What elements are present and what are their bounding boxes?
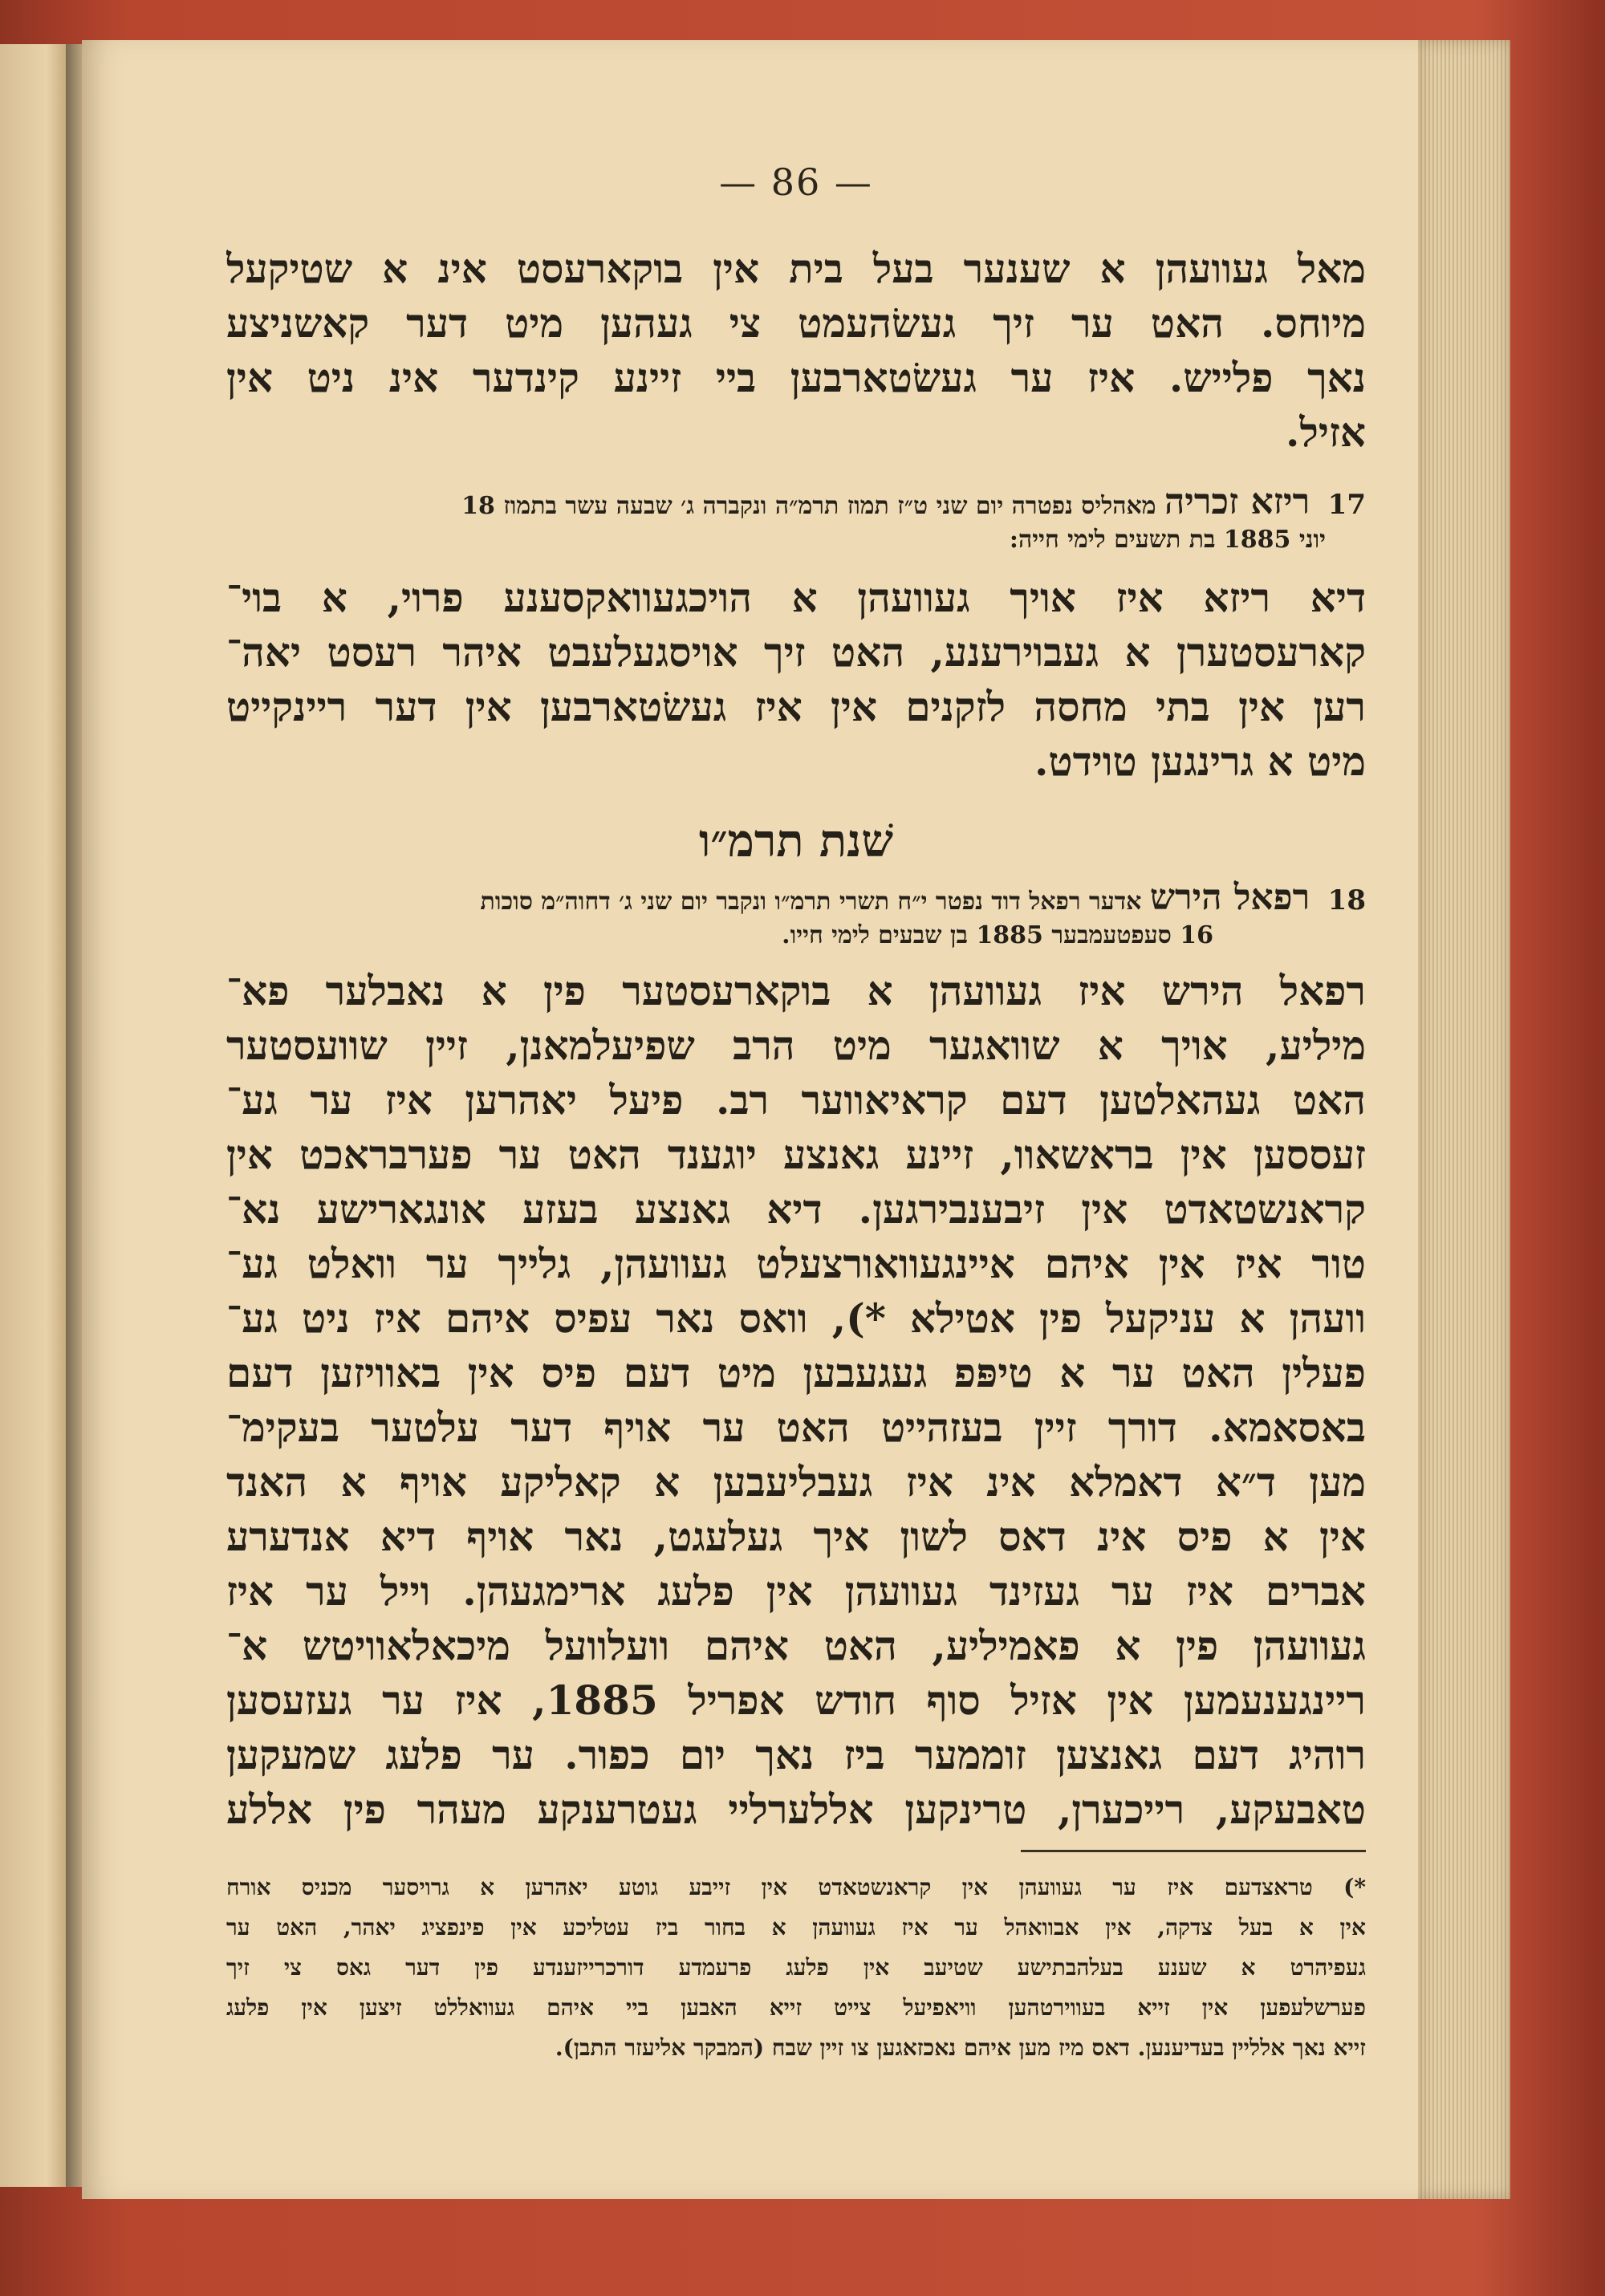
footnote-line: *) טראצדעם איז ער געוועהן אין קראנשטאדט אין זייבע גוטע יאהרען א גרויסער מכניס אורח bbox=[226, 1874, 1366, 1900]
text-line: געוועהן פין א פאמיליע, האט איהם וועלוועל מיכאלאוויטש א־ bbox=[226, 1622, 1366, 1669]
entry-17-dates: יוני 1885 בת תשעים לימי חייה: bbox=[1009, 526, 1326, 554]
text-line: מיט א גרינגען טוידט. bbox=[1034, 738, 1366, 785]
footnote-line: אין א בעל צדקה, אין אבוואהל ער איז געוועהן א בחור ביז עטליכע אין פינפציג יאהר, האט ער bbox=[226, 1914, 1366, 1940]
entry-name: ריזא זכריה bbox=[1164, 482, 1310, 522]
text-line: האט געהאלטען דעם קראיאווער רב. פיעל יאהרען איז ער גע־ bbox=[226, 1076, 1366, 1124]
text-line: טור איז אין איהם איינגעוואורצעלט געוועהן, גלייך ער וואלט גע־ bbox=[226, 1240, 1366, 1287]
text-line: רען אין בתי מחסה לזקנים אין איז געשׂטארבען אין דער ריינקייט bbox=[226, 683, 1366, 730]
text-line: ריינגענעמען אין אזיל סוף חודש אפריל 1885, איז ער געזעסען bbox=[226, 1676, 1366, 1724]
text-line: נאך פלייש. איז ער געשׂטארבען ביי זיינע קינדער אינ ניט אין bbox=[226, 354, 1366, 401]
text-line: קראנשטאדט אין זיבענבירגען. דיא גאנצע בעזע אונגארישע נא־ bbox=[226, 1185, 1366, 1233]
entry-name: רפאל הירש bbox=[1149, 877, 1310, 918]
text-line: אברים איז ער געזינד געוועהן אין פלעג ארימגעהן. וייל ער איז bbox=[226, 1567, 1366, 1615]
entry-18-dates: 16 סעפטעמבער 1885 בן שבעים לימי חייו. bbox=[782, 921, 1213, 949]
page-number: — 86 — bbox=[719, 161, 873, 204]
text-line: זעססען אין בראשאוו, זיינע גאנצע יוגענד האט ער פערבראכט אין bbox=[226, 1131, 1366, 1178]
entry-18-header bbox=[226, 877, 1366, 918]
text-line: קארעסטערן א געבוירענע, האט זיך אויסגעלעבט איהר רעסט יאה־ bbox=[226, 628, 1366, 676]
text-line: וועהן א עניקעל פין אטילא *), וואס נאר עפיס איהם איז ניט גע־ bbox=[226, 1294, 1366, 1342]
text-line: מיליע, אויך א שוואגער מיט הרב שפיעלמאנן, זיין שוועסטער bbox=[226, 1022, 1366, 1069]
entry-details: מאהליס נפטרה יום שני ט״ז תמוז תרמ״ה ונקברה ג׳ שבעה עשר בתמוז 18 bbox=[461, 492, 1156, 520]
entry-17-header bbox=[226, 482, 1366, 522]
year-heading: שׁנת תרמ״ו bbox=[699, 815, 893, 868]
previous-page-edge bbox=[0, 44, 66, 2187]
footnote-divider bbox=[1021, 1850, 1366, 1852]
page-stack-edges bbox=[1418, 40, 1510, 2199]
text-line: אין א פיס אינ דאס לשון איך געלעגט, נאר אויף דיא אנדערע bbox=[226, 1513, 1366, 1560]
text-line: רוהיג דעם גאנצען זוממער ביז נאך יום כפור. ער פלעג שמעקען bbox=[226, 1731, 1366, 1778]
footnote-line: זייא נאך אלליין בעדיענען. דאס מיז מען איהם נאכזאגען צו זיין שבח (המבקר אליעזר התבן). bbox=[555, 2034, 1366, 2061]
text-line: דיא ריזא איז אויך געוועהן א הויכגעוואקסענע פרוי, א בוי־ bbox=[226, 574, 1366, 621]
book-page bbox=[82, 40, 1418, 2199]
text-line: רפאל הירש איז געוועהן א בוקארעסטער פין א נאבלער פא־ bbox=[226, 967, 1366, 1014]
entry-number: 18 bbox=[1327, 884, 1366, 916]
footnote-line: פערשלעפען אין זייא בעווירטהען וויאפיעל צייט זייא האבען ביי איהם געוואללט זיצען אין פלעג bbox=[226, 1994, 1366, 2021]
text-line: אזיל. bbox=[1286, 408, 1366, 456]
entry-details: אדער רפאל דוד נפטר י״ח תשרי תרמ״ו ונקבר יום שני ג׳ דחוה״מ סוכות bbox=[480, 888, 1142, 916]
text-line: מאל געוועהן א שענער בעל בית אין בוקארעסט אינ א שטיקעל bbox=[226, 245, 1366, 292]
text-line: טאבעקע, רייכערן, טרינקען אללערליי געטרענקע מעהר פין אללע bbox=[226, 1786, 1366, 1833]
text-line: באסאמא. דורך זיין בעזהייט האט ער אויף דער עלטער בעקימ־ bbox=[226, 1404, 1366, 1451]
book-gutter bbox=[66, 44, 82, 2187]
entry-number: 17 bbox=[1327, 489, 1366, 521]
footnote-line: געפיהרט א שענע בעלהבתישע שטיעב אין פלעג פרעמדע דורכרייזענדע פין דער גאס צי זיך bbox=[226, 1954, 1366, 1981]
text-line: מיוחס. האט ער זיך געשׂהעמט צי געהען מיט דער קאשניצע bbox=[226, 299, 1366, 347]
text-line: פעלין האט ער א טיפּפ געגעבען מיט דעם פיס אין באוויזען דעם bbox=[226, 1349, 1366, 1396]
text-line: מען ד״א דאמלא אינ איז געבליעבען א קאליקע אויף א האנד bbox=[226, 1458, 1366, 1506]
